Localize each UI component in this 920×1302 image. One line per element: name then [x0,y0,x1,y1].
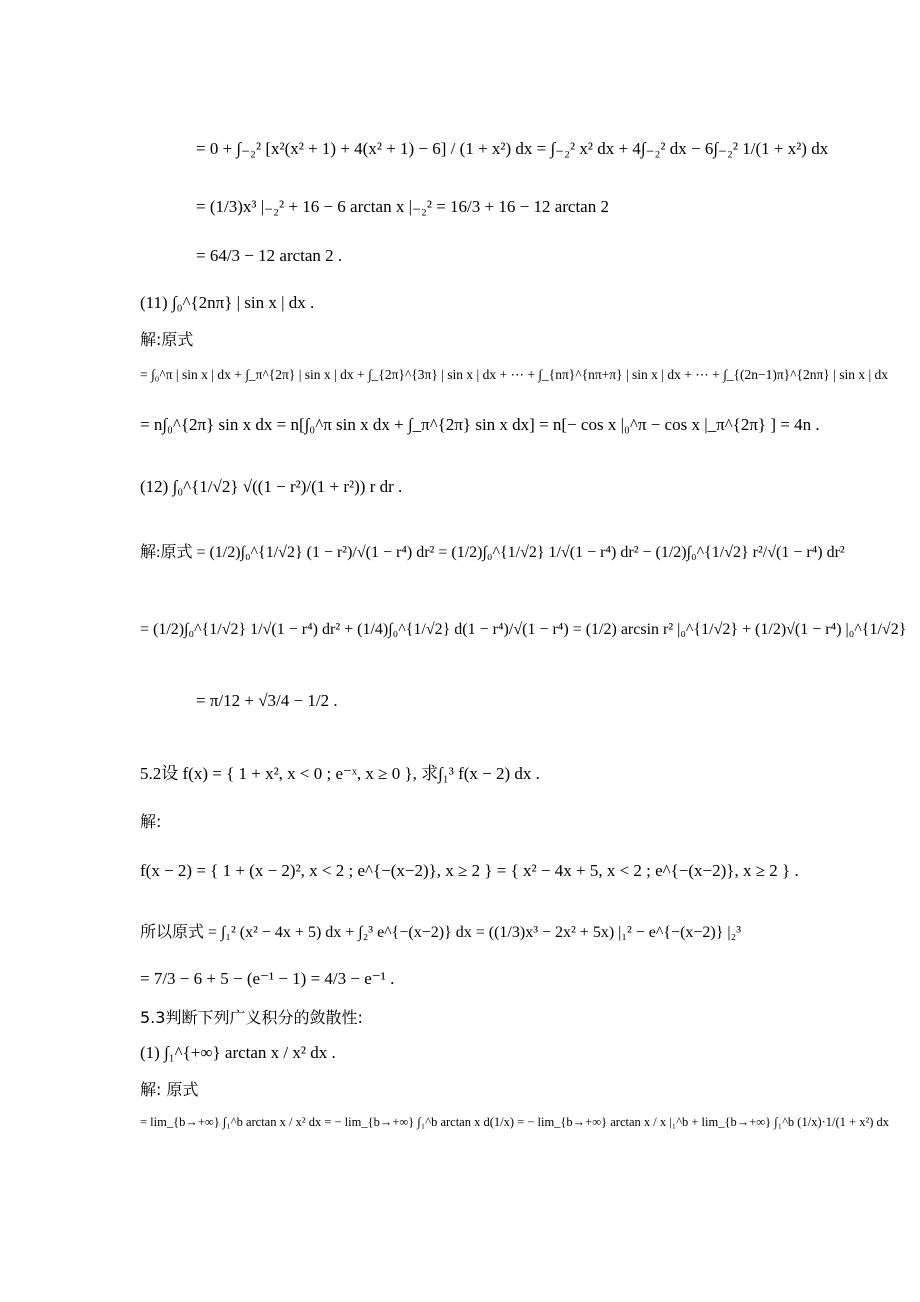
equation-line-11: = 7/3 − 6 + 5 − (e⁻¹ − 1) = 4/3 − e⁻¹ . [140,969,395,988]
solution-label-5-3: 解: 原式 [140,1080,199,1099]
equation-line-10: 所以原式 = ∫₁² (x² − 4x + 5) dx + ∫₂³ e^{−(x−2)} dx = ((1/3)x³ − 2x² + 5x) |₁² − e^{−(x−2)} |₂³ [140,924,742,941]
equation-line-1: = 0 + ∫₋₂² [x²(x² + 1) + 4(x² + 1) − 6] / (1 + x²) dx = ∫₋₂² x² dx + 4∫₋₂² dx − 6∫₋₂² 1/(1 + x²) dx [196,139,829,158]
equation-line-4: = ∫₀^π | sin x | dx + ∫_π^{2π} | sin x | dx + ∫_{2π}^{3π} | sin x | dx + ⋯ + ∫_{nπ}^{nπ+π} | sin x | dx + ⋯ + ∫_{(2n−1)π}^{2nπ} | sin x | dx [140,367,889,382]
equation-line-5: = n∫₀^{2π} sin x dx = n[∫₀^π sin x dx + ∫_π^{2π} sin x dx] = n[− cos x |₀^π − cos x |_π^{2π} ] = 4n . [140,415,820,434]
equation-line-7: = (1/2)∫₀^{1/√2} 1/√(1 − r⁴) dr² + (1/4)∫₀^{1/√2} d(1 − r⁴)/√(1 − r⁴) = (1/2) arcsin r² |₀^{1/√2} + (1/2)√(1 − r⁴) |₀^{1/√2} [140,621,907,638]
problem-11: (11) ∫₀^{2nπ} | sin x | dx . [140,293,315,312]
equation-line-6: 解:原式 = (1/2)∫₀^{1/√2} (1 − r²)/√(1 − r⁴) dr² = (1/2)∫₀^{1/√2} 1/√(1 − r⁴) dr² − (1/2)∫₀^{1/√2} r²/√(1 − r⁴) dr² [140,544,845,561]
solution-label-11: 解:原式 [140,330,194,349]
equation-line-3: = 64/3 − 12 arctan 2 . [196,246,343,265]
problem-12: (12) ∫₀^{1/√2} √((1 − r²)/(1 + r²)) r dr . [140,477,403,496]
equation-line-9: f(x − 2) = { 1 + (x − 2)², x < 2 ; e^{−(x−2)}, x ≥ 2 } = { x² − 4x + 5, x < 2 ; e^{−(x−2)}, x ≥ 2 } . [140,861,799,880]
section-5-3-heading: 5.3判断下列广义积分的敛散性: [140,1008,363,1027]
problem-5-3-1: (1) ∫₁^{+∞} arctan x / x² dx . [140,1043,336,1062]
equation-line-8: = π/12 + √3/4 − 1/2 . [196,691,338,710]
problem-5-2: 5.2设 f(x) = { 1 + x², x < 0 ; e⁻ˣ, x ≥ 0 }, 求∫₁³ f(x − 2) dx . [140,764,540,783]
solution-label-5-2: 解: [140,812,162,831]
equation-line-12: = lim_{b→+∞} ∫₁^b arctan x / x² dx = − lim_{b→+∞} ∫₁^b arctan x d(1/x) = − lim_{b→+∞} arctan x / x |₁^b + lim_{b→+∞} ∫₁^b (1/x)·1/(1 + x²) dx [140,1115,889,1129]
equation-line-2: = (1/3)x³ |₋₂² + 16 − 6 arctan x |₋₂² = 16/3 + 16 − 12 arctan 2 [196,197,609,216]
